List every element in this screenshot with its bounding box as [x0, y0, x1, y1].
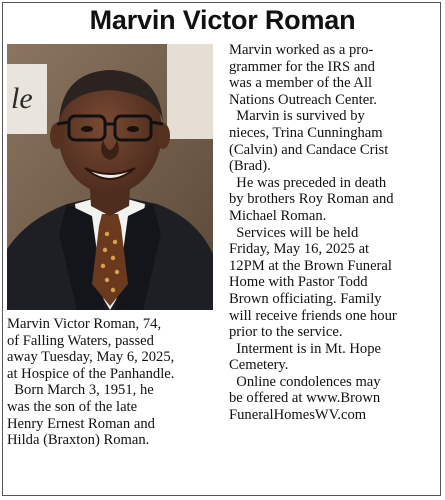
text-line: prior to the service.: [229, 324, 343, 341]
text-line: nieces, Trina Cunningham: [229, 124, 383, 141]
text-line: (Brad).: [229, 158, 271, 175]
text-line: at Hospice of the Panhandle.: [7, 365, 175, 382]
text-line: was the son of the late: [7, 398, 138, 415]
text-line: Home with Pastor Todd: [229, 274, 368, 291]
text-line: Interment is in Mt. Hope: [229, 340, 381, 357]
text-line: Marvin worked as a pro-: [229, 42, 374, 58]
text-line: Marvin is survived by: [229, 108, 365, 125]
text-line: Brown officiating. Family: [229, 290, 382, 307]
text-line: Henry Ernest Roman and: [7, 415, 155, 432]
text-line: Marvin Victor Roman, 74,: [7, 316, 162, 332]
text-line: FuneralHomesWV.com: [229, 407, 367, 424]
text-line: was a member of the All: [229, 75, 373, 92]
text-line: Friday, May 16, 2025 at: [229, 241, 370, 258]
text-line: 12PM at the Brown Funeral: [229, 257, 392, 274]
text-line: will receive friends one hour: [229, 307, 397, 324]
text-line: be offered at www.Brown: [229, 390, 381, 407]
portrait-illustration: [7, 44, 213, 310]
text-line: Michael Roman.: [229, 207, 327, 224]
obituary-title: Marvin Victor Roman: [89, 5, 356, 35]
text-line: Hilda (Braxton) Roman.: [7, 432, 150, 449]
obituary-left-column: [7, 316, 219, 449]
text-line: grammer for the IRS and: [229, 58, 375, 75]
text-line: (Calvin) and Candace Crist: [229, 141, 389, 158]
text-line: by brothers Roy Roman and: [229, 191, 394, 208]
text-line: Nations Outreach Center.: [229, 91, 377, 108]
obituary-right-column: [229, 42, 441, 424]
text-line: Online condolences may: [229, 373, 381, 390]
text-line: of Falling Waters, passed: [7, 332, 154, 349]
text-line: Born March 3, 1951, he: [7, 382, 154, 399]
portrait-photo: [7, 44, 213, 310]
text-line: He was preceded in death: [229, 174, 387, 191]
text-line: Cemetery.: [229, 357, 289, 374]
banner-text: le: [11, 82, 33, 115]
text-line: away Tuesday, May 6, 2025,: [7, 349, 175, 366]
text-line: Services will be held: [229, 224, 359, 241]
